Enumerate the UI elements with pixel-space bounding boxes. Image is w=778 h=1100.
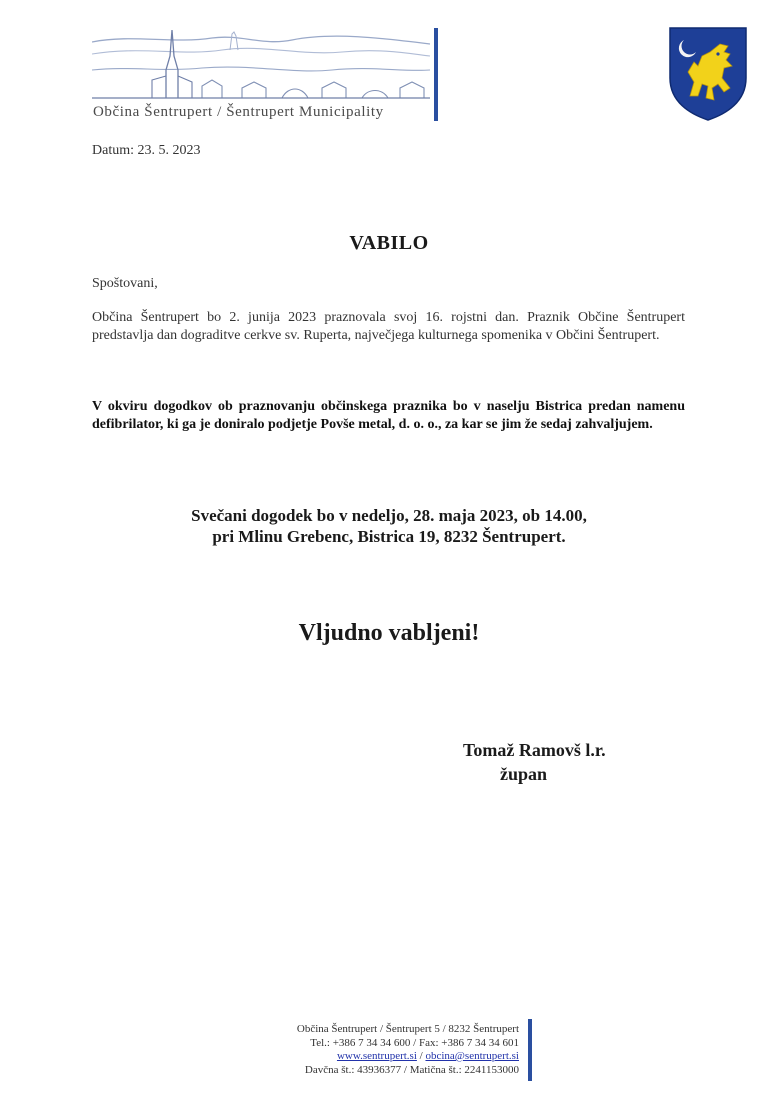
signatory-name: Tomaž Ramovš l.r. <box>463 740 606 760</box>
town-skyline-logo-icon <box>92 26 432 104</box>
footer-contact <box>297 1023 519 1077</box>
event-line-datetime: Svečani dogodek bo v nedeljo, 28. maja 2023, ob 14.00, <box>191 506 587 525</box>
signatory-role: župan <box>500 764 548 784</box>
event-line-location: pri Mlinu Grebenc, Bistrica 19, 8232 Šentrupert. <box>212 527 566 546</box>
footer-tax-ids: Davčna št.: 43936377 / Matična št.: 2241153000 <box>304 1063 519 1076</box>
event-details <box>0 505 778 547</box>
coat-of-arms-icon <box>668 26 748 122</box>
link-separator: / <box>416 1050 426 1062</box>
municipality-caption: Občina Šentrupert / Šentrupert Municipality <box>93 104 384 120</box>
paragraph-defibrillator: V okviru dogodkov ob praznovanju občinskega praznika bo v naselju Bistrica predan namenu defibrilator, ki ga je doniralo podjetje Povše metal, d. o. o., za kar se jim že sedaj zahvaljujem. <box>92 399 685 432</box>
document-title: VABILO <box>349 232 429 254</box>
header-divider <box>434 28 438 121</box>
footer-phone: Tel.: +386 7 34 34 600 / Fax: +386 7 34 34 601 <box>310 1036 519 1049</box>
footer-address: Občina Šentrupert / Šentrupert 5 / 8232 Šentrupert <box>296 1023 519 1035</box>
document-date: Datum: 23. 5. 2023 <box>92 143 201 158</box>
paragraph-holiday: Občina Šentrupert bo 2. junija 2023 praznovala svoj 16. rojstni dan. Praznik Občine Šentrupert predstavlja dan dograditve cerkve sv. Ruperta, največjega kulturnega spomenika v Občini Šentrupert. <box>92 310 685 343</box>
footer-divider <box>528 1019 532 1081</box>
greeting: Spoštovani, <box>92 276 158 291</box>
email-link[interactable]: obcina@sentrupert.si <box>425 1050 519 1062</box>
footer-links <box>297 1050 519 1064</box>
closing-invitation: Vljudno vabljeni! <box>298 620 480 646</box>
website-link[interactable]: www.sentrupert.si <box>336 1050 417 1062</box>
